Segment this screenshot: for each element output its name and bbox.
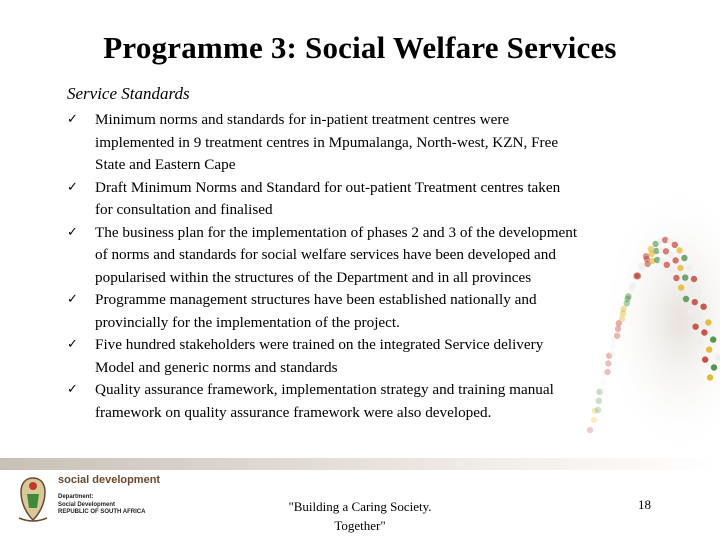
bullet-list [67,109,677,424]
bullet-item [67,334,677,379]
checkmark-icon: ✓ [67,112,78,127]
checkmark-icon: ✓ [67,292,78,307]
bead [706,346,712,352]
bead [683,296,689,302]
bullet-line: Five hundred stakeholders were trained on the integrated Service delivery [95,336,544,353]
bullet-line: popularised within the structures of the Department and in all provinces [95,268,532,286]
bullet-line: of norms and standards for social welfare services have been developed and [95,246,556,263]
bullet-item [67,177,677,222]
coat-of-arms-icon [15,474,51,524]
bead [587,427,593,433]
bead [687,286,693,292]
bullet-line: Draft Minimum Norms and Standard for out-patient Treatment centres taken [95,178,561,196]
checkmark-icon: ✓ [67,179,78,195]
dept-line: Social Development [58,501,116,508]
bead [711,364,717,370]
dept-line: Department: [58,494,94,500]
bead [692,299,698,305]
bullet-item [67,222,677,290]
department-text [58,494,145,517]
bead [710,336,716,342]
bead [677,265,683,271]
bullet-line: for consultation and finalised [95,201,273,218]
slide-subtitle: Service Standards [67,84,190,103]
bullet-item [67,109,677,177]
bullet-line: State and Eastern Cape [95,156,236,173]
bead [676,247,682,253]
page-number: 18 [638,497,651,512]
bead [700,304,706,310]
brand-name: social development [58,474,161,486]
bead [697,339,703,345]
bead [678,284,684,290]
bead [707,374,713,380]
bullet-line: provincially for the implementation of the project. [95,313,400,331]
checkmark-icon: ✓ [67,382,78,397]
bullet-line: Model and generic norms and standards [95,358,338,376]
bullet-line: The business plan for the implementation of phases 2 and 3 of the development [95,223,578,241]
footer-motto [270,497,450,535]
bead [682,274,688,280]
motto-line: "Building a Caring Society. [288,499,432,514]
bead [705,319,711,325]
motto-line: Together" [334,518,386,533]
bead [696,289,702,295]
bead [686,264,692,270]
checkmark-icon: ✓ [67,224,78,240]
department-logo [15,474,175,529]
bead [701,329,707,335]
bullet-line: Minimum norms and standards for in-patient treatment centres were [95,111,510,128]
bullet-line: Quality assurance framework, implementation strategy and training manual [95,381,554,398]
bead [702,356,708,362]
bullet-item [67,289,677,334]
bullet-line: Programme management structures have been established nationally and [95,291,537,308]
bullet-line: implemented in 9 treatment centres in Mpumalanga, North-west, KZN, Free [95,133,559,151]
dept-line: REPUBLIC OF SOUTH AFRICA [58,509,146,515]
bead [691,276,697,282]
bead [692,324,698,330]
bead [696,314,702,320]
footer-divider [0,458,720,470]
slide-title: Programme 3: Social Welfare Services [103,30,617,65]
bead [681,255,687,261]
bullet-line: framework on quality assurance framework were also developed. [95,403,492,421]
bullet-item [67,379,677,424]
checkmark-icon: ✓ [67,337,78,352]
bead [688,309,694,315]
